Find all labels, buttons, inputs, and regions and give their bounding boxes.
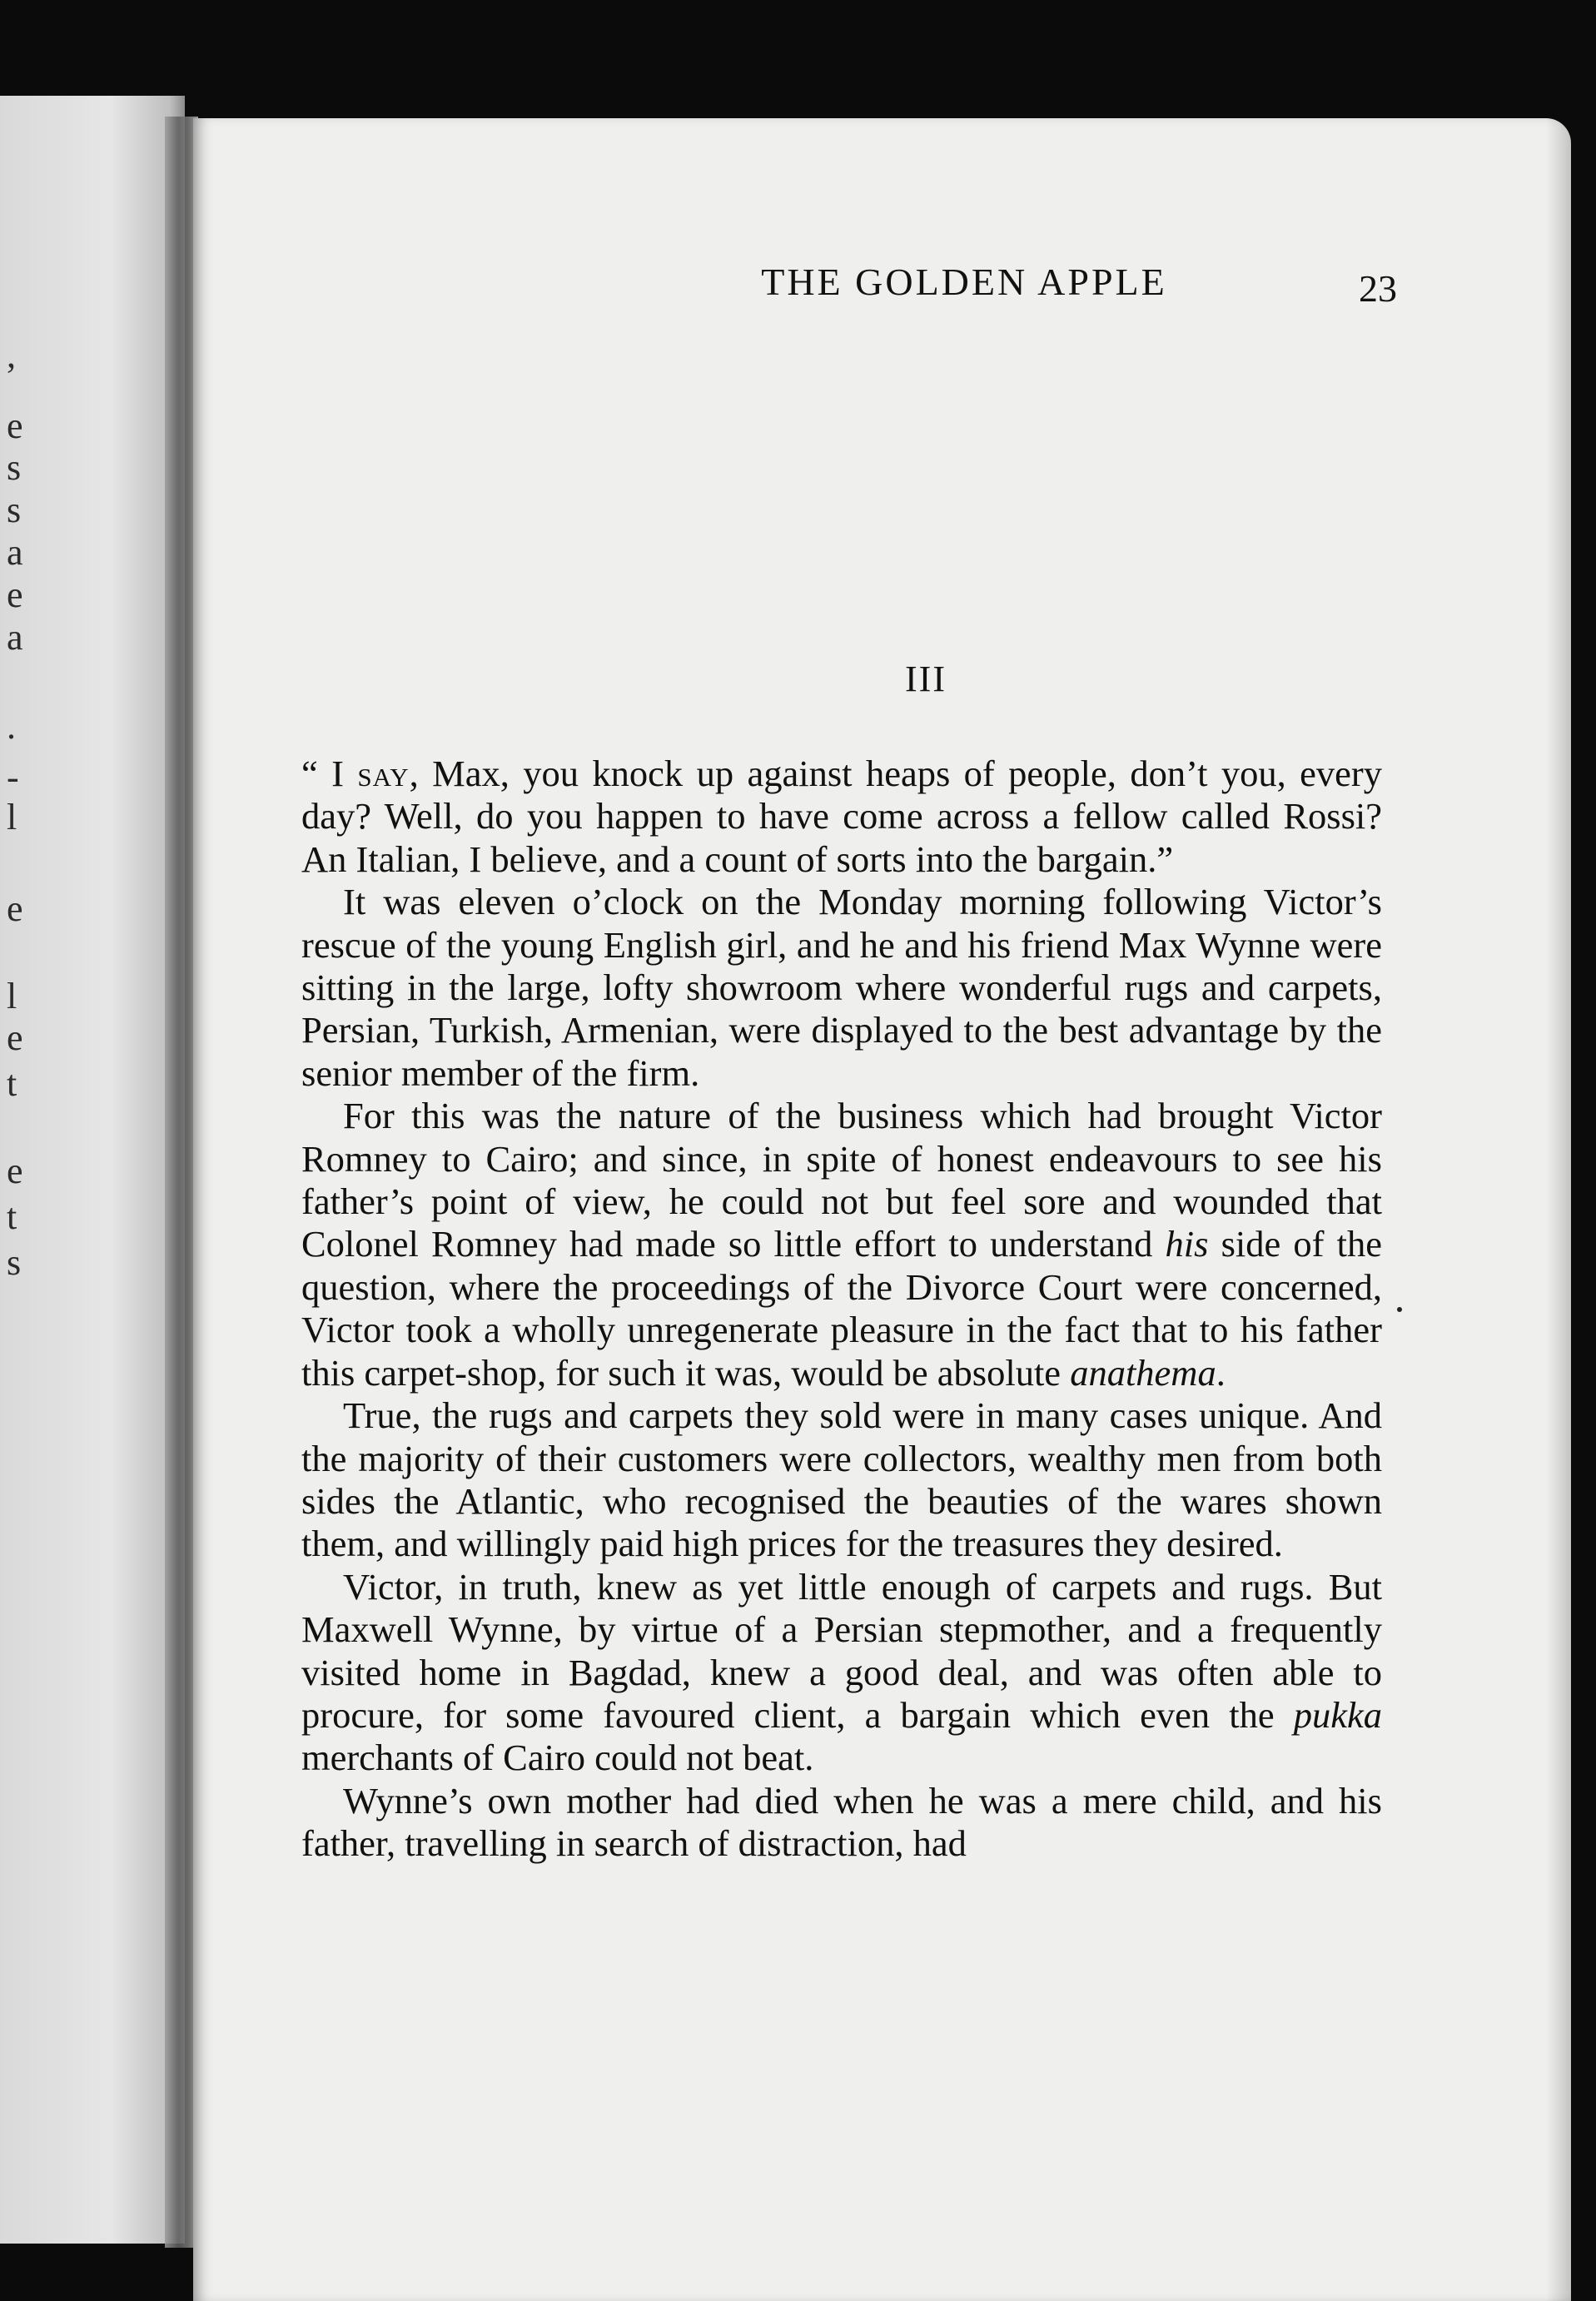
left-page-fragment: a	[7, 617, 23, 658]
left-page-fragment: e	[7, 888, 23, 929]
body-text	[301, 753, 1382, 1866]
left-page-fragment: e	[7, 1150, 23, 1191]
left-page-fragment: -	[7, 757, 19, 798]
paragraph: True, the rugs and carpets they sold were in many cases unique. And the majority of their customers were collectors, wealthy men from both sides the Atlantic, who recognised the beauties of the wares shown them, and willingly paid high prices for the treasures they desired.	[301, 1394, 1382, 1565]
paragraph: For this was the nature of the business which had brought Victor Romney to Cairo; and since, in spite of honest endeavours to see his father’s point of view, he could not but feel sore and wounded that Colonel Romney had made so little effort to understand his side of the question, where the proceedings of the Divorce Court were concerned, Victor took a wholly unregenerate pleasure in the fact that to his father this carpet-shop, for such it was, would be absolute anathema.	[301, 1095, 1382, 1394]
left-page-text-fragments	[7, 96, 23, 2244]
chapter-number: III	[905, 658, 947, 699]
left-page-fragment: t	[7, 1196, 17, 1237]
paragraph: Wynne’s own mother had died when he was a mere child, and his father, travelling in search of distraction, had	[301, 1779, 1382, 1865]
left-page-fragment: e	[7, 574, 23, 615]
left-page-fragment: l	[7, 797, 17, 837]
page-number: 23	[1359, 267, 1397, 310]
paragraph: It was eleven o’clock on the Monday morning following Victor’s rescue of the young English girl, and he and his friend Max Wynne were sitting in the large, lofty showroom where wonderful rugs and carpets, Persian, Turkish, Armenian, were displayed to the best advantage by the senior member of the firm.	[301, 881, 1382, 1094]
left-page-fragment: l	[7, 976, 17, 1016]
left-page-fragment: s	[7, 1242, 22, 1283]
facing-left-page	[0, 96, 185, 2244]
stray-mark	[1397, 1307, 1402, 1312]
page-edge-shadow	[1546, 118, 1571, 2301]
left-page-fragment: .	[7, 706, 16, 747]
left-page-fragment: e	[7, 405, 23, 446]
left-page-fragment: ,	[7, 335, 16, 375]
left-page-fragment: e	[7, 1017, 23, 1058]
left-page-fragment: t	[7, 1063, 17, 1104]
book-page	[193, 118, 1571, 2301]
left-page-fragment: a	[7, 532, 23, 573]
paragraph: Victor, in truth, knew as yet little enough of carpets and rugs. But Maxwell Wynne, by virtue of a Persian stepmother, and a frequently visited home in Bagdad, knew a good deal, and was often able to procure, for some favoured client, a bargain which even the pukka merchants of Cairo could not beat.	[301, 1565, 1382, 1779]
running-head: THE GOLDEN APPLE	[761, 261, 1167, 303]
left-page-fragment: s	[7, 447, 22, 488]
left-page-fragment: s	[7, 490, 22, 530]
paragraph: “ I say, Max, you knock up against heaps of people, don’t you, every day? Well, do you happen to have come across a fellow called Rossi? An Italian, I believe, and a count of sorts into the bargain.”	[301, 753, 1382, 880]
